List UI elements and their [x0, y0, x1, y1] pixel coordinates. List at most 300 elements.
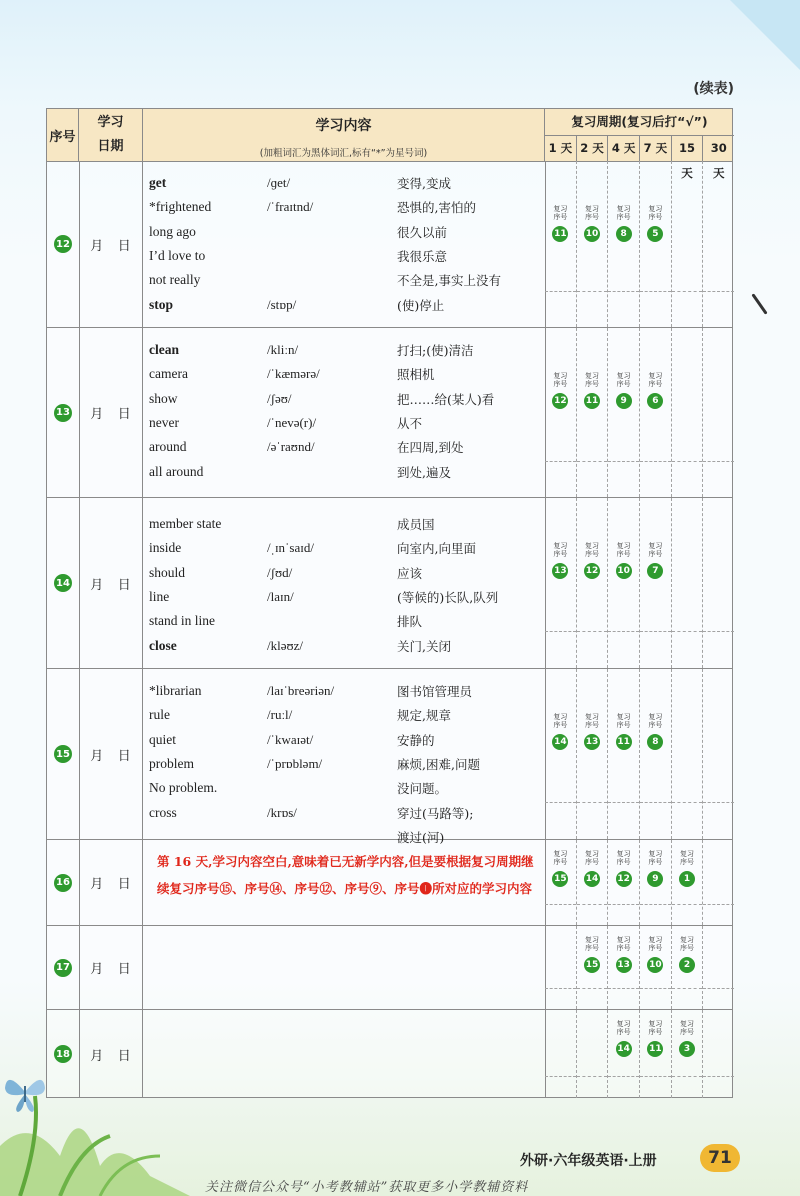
review-label-1: 复习	[616, 936, 631, 944]
slot-divider	[608, 904, 639, 905]
review-label-2: 序号	[553, 721, 568, 729]
seq-number-badge: 13	[54, 404, 72, 422]
review-slot[interactable]	[545, 926, 577, 1009]
review-seq-number: 6	[647, 393, 663, 409]
slot-divider	[703, 291, 734, 292]
review-slot[interactable]	[577, 926, 609, 1009]
day-label: 日	[117, 238, 131, 254]
slot-divider	[545, 1076, 576, 1077]
vocab-word: should	[149, 564, 186, 580]
review-seq-number: 2	[679, 957, 695, 973]
review-label-2: 序号	[616, 380, 631, 388]
vocab-item	[149, 679, 541, 703]
vocab-phonetic: /ʃʊd/	[267, 564, 293, 580]
vocab-phonetic: /ˈfraɪtnd/	[267, 199, 314, 215]
slot-divider	[703, 461, 734, 462]
row-review	[545, 498, 734, 668]
row-seq	[47, 669, 80, 839]
seq-number-badge: 14	[54, 574, 72, 592]
header-review	[545, 109, 734, 180]
vocab-item	[149, 411, 541, 435]
review-slot[interactable]	[672, 1010, 704, 1098]
table-row	[47, 926, 732, 1010]
table-row	[47, 669, 732, 845]
review-seq-number: 9	[647, 871, 663, 887]
review-slot[interactable]	[703, 669, 734, 839]
vocab-meaning: 应该	[397, 565, 423, 581]
row-content	[143, 926, 546, 1009]
vocab-meaning: 从不	[397, 416, 423, 432]
review-slot[interactable]	[703, 840, 734, 925]
vocab-meaning: 向室内,向里面	[397, 541, 476, 557]
review-slot[interactable]	[608, 840, 640, 925]
vocab-meaning: (使)停止	[397, 297, 445, 313]
review-slot[interactable]	[577, 669, 609, 839]
review-slot[interactable]	[640, 926, 672, 1009]
slot-divider	[577, 461, 608, 462]
slot-divider	[608, 631, 639, 632]
review-slot[interactable]	[640, 498, 672, 668]
vocab-item	[149, 268, 541, 292]
review-label-2: 序号	[648, 858, 663, 866]
month-label: 月	[90, 877, 104, 892]
review-label-2: 序号	[680, 944, 695, 952]
header-review-title: 复习周期(复习后打“√”)	[545, 109, 734, 136]
vocab-phonetic: /ˈnevə(r)/	[267, 415, 317, 431]
vocab-word: stop	[149, 296, 174, 312]
review-seq-number: 1	[679, 871, 695, 887]
review-slots	[545, 1010, 734, 1098]
vocab-item	[149, 536, 541, 560]
review-label-1: 复习	[616, 372, 631, 380]
vocab-meaning: 麻烦,困难,问题	[397, 757, 480, 773]
review-label-1: 复习	[680, 850, 695, 858]
vocab-item	[149, 633, 541, 657]
review-label-1: 复习	[585, 542, 599, 550]
row-review	[545, 840, 734, 925]
review-slot[interactable]	[703, 161, 734, 327]
vocab-list	[149, 512, 541, 658]
review-label-2: 序号	[616, 721, 631, 729]
vocab-word: No problem.	[149, 780, 218, 796]
review-slot[interactable]	[577, 840, 609, 925]
review-slot[interactable]	[608, 161, 640, 327]
review-slot[interactable]	[608, 1010, 640, 1098]
review-slot[interactable]	[672, 498, 704, 668]
vocab-word: stand in line	[149, 613, 215, 629]
review-slot[interactable]	[545, 1010, 577, 1098]
vocab-meaning: 规定,规章	[397, 708, 451, 724]
review-label-2: 序号	[648, 380, 663, 388]
review-slot[interactable]	[640, 328, 672, 497]
review-label-2: 序号	[648, 213, 663, 221]
vocab-item	[149, 703, 541, 727]
review-label-2: 序号	[648, 1028, 663, 1036]
review-label-2: 序号	[616, 550, 631, 558]
vocab-word: camera	[149, 366, 188, 382]
review-slot[interactable]	[608, 328, 640, 497]
vocab-list	[149, 679, 541, 849]
row-review	[545, 328, 734, 497]
review-slot[interactable]	[545, 840, 577, 925]
review-slots	[545, 926, 734, 1009]
day-label: 日	[117, 1048, 131, 1064]
review-label-1: 复习	[553, 205, 568, 213]
day-label: 日	[117, 962, 131, 977]
month-label: 月	[90, 577, 104, 593]
day-15: 15 天	[672, 136, 704, 161]
review-seq-badge	[584, 372, 600, 409]
review-slot[interactable]	[545, 669, 577, 839]
review-seq-badge	[647, 1020, 663, 1057]
review-seq-number: 15	[552, 871, 568, 887]
vocab-word: rule	[149, 707, 170, 723]
slot-divider	[640, 631, 671, 632]
review-label-2: 序号	[585, 380, 599, 388]
slot-divider	[640, 988, 671, 989]
review-seq-badge	[616, 542, 632, 579]
slot-divider	[545, 461, 576, 462]
vocab-list	[149, 171, 541, 317]
slot-divider	[608, 1076, 639, 1077]
slot-divider	[672, 631, 703, 632]
review-seq-number: 10	[584, 226, 600, 242]
row-date[interactable]	[79, 498, 143, 668]
vocab-item	[149, 561, 541, 585]
review-slot[interactable]	[545, 161, 577, 327]
review-label-1: 复习	[680, 936, 695, 944]
vocab-item	[149, 220, 541, 244]
vocab-phonetic: /ʃəʊ/	[267, 390, 292, 406]
slot-divider	[672, 291, 703, 292]
review-seq-number: 14	[584, 871, 600, 887]
slot-divider	[577, 631, 608, 632]
review-label-1: 复习	[648, 713, 663, 721]
table-header	[47, 109, 732, 180]
vocab-item	[149, 435, 541, 459]
review-note: 第 16 天,学习内容空白,意味着已无新学内容,但是要根据复习周期继续复习序号⑮、序号⑭、序号⑫、序号⑨、序号❶所对应的学习内容	[157, 854, 534, 896]
vocab-word: *frightened	[149, 199, 212, 215]
table-row	[47, 840, 732, 926]
vocab-phonetic: /kliːn/	[267, 342, 299, 358]
vocab-list	[149, 338, 541, 484]
review-slot[interactable]	[608, 498, 640, 668]
vocab-phonetic: /ɡet/	[267, 175, 291, 191]
review-label-1: 复习	[648, 936, 663, 944]
study-table	[46, 108, 733, 1098]
review-label-1: 复习	[648, 850, 663, 858]
day-1: 1 天	[545, 136, 577, 161]
vocab-phonetic: /ruːl/	[267, 707, 293, 723]
review-label-2: 序号	[585, 944, 599, 952]
review-slot[interactable]	[577, 161, 609, 327]
vocab-item	[149, 800, 541, 824]
review-label-1: 复习	[553, 713, 568, 721]
review-slot[interactable]	[608, 926, 640, 1009]
review-seq-badge	[616, 936, 632, 973]
review-seq-badge	[552, 850, 568, 887]
review-slot[interactable]	[703, 328, 734, 497]
review-seq-number: 10	[647, 957, 663, 973]
day-7: 7 天	[640, 136, 672, 161]
vocab-word: problem	[149, 756, 194, 772]
review-label-2: 序号	[553, 550, 568, 558]
review-slots	[545, 498, 734, 668]
row-date[interactable]	[79, 840, 143, 925]
review-seq-badge	[584, 713, 600, 750]
review-label-1: 复习	[585, 850, 599, 858]
vocab-word: I’d love to	[149, 248, 206, 264]
slot-divider	[577, 1076, 608, 1077]
review-label-1: 复习	[648, 372, 663, 380]
slot-divider	[545, 904, 576, 905]
vocab-item	[149, 171, 541, 195]
vocab-item	[149, 609, 541, 633]
review-slot[interactable]	[703, 498, 734, 668]
header-content-title: 学习内容	[315, 118, 372, 134]
page-corner	[730, 0, 800, 70]
vocab-word: show	[149, 390, 178, 406]
row-date[interactable]	[79, 161, 143, 327]
day-30: 30 天	[710, 141, 727, 180]
row-date[interactable]	[79, 328, 143, 497]
seq-number-badge: 18	[54, 1045, 72, 1063]
review-seq-badge	[647, 936, 663, 973]
review-slot[interactable]	[545, 498, 577, 668]
review-slot[interactable]	[545, 328, 577, 497]
review-seq-badge	[679, 1020, 695, 1057]
vocab-meaning: 排队	[397, 614, 423, 630]
review-label-1: 复习	[585, 372, 599, 380]
review-seq-number: 13	[616, 957, 632, 973]
vocab-meaning: 成员国	[397, 517, 435, 533]
review-seq-badge	[647, 372, 663, 409]
review-label-2: 序号	[553, 858, 568, 866]
row-seq	[47, 840, 80, 925]
review-label-1: 复习	[616, 850, 631, 858]
row-content	[143, 161, 546, 327]
review-slot[interactable]	[672, 926, 704, 1009]
review-slot[interactable]	[577, 328, 609, 497]
slot-divider	[703, 904, 734, 905]
slot-divider	[703, 802, 734, 803]
vocab-word: inside	[149, 540, 182, 556]
vocab-meaning: 把……给(某人)看	[397, 391, 495, 407]
vocab-item	[149, 362, 541, 386]
vocab-word: long ago	[149, 223, 196, 239]
review-slot[interactable]	[703, 926, 734, 1009]
review-seq-badge	[584, 936, 600, 973]
review-label-2: 序号	[616, 213, 631, 221]
review-slot[interactable]	[577, 1010, 609, 1098]
review-seq-badge	[584, 850, 600, 887]
header-seq: 序号	[47, 109, 79, 161]
vocab-word: quiet	[149, 731, 176, 747]
row-date[interactable]	[79, 669, 143, 839]
vocab-meaning: 变得,变成	[397, 176, 451, 192]
month-label: 月	[90, 238, 104, 254]
review-seq-badge	[616, 850, 632, 887]
review-seq-badge	[647, 713, 663, 750]
slot-divider	[608, 461, 639, 462]
slot-divider	[672, 904, 703, 905]
vocab-meaning: 渡过(河)	[397, 829, 445, 845]
slot-divider	[545, 802, 576, 803]
review-seq-badge	[584, 542, 600, 579]
row-review	[545, 669, 734, 839]
header-content-note: (加粗词汇为黑体词汇,标有“*”为星号词)	[259, 148, 428, 159]
review-label-1: 复习	[585, 936, 599, 944]
review-seq-number: 8	[647, 734, 663, 750]
vocab-meaning: 没问题。	[397, 781, 448, 797]
vocab-item	[149, 292, 541, 316]
day-label: 日	[117, 748, 131, 764]
review-label-1: 复习	[680, 1020, 695, 1028]
row-review	[545, 1010, 734, 1098]
slot-divider	[608, 291, 639, 292]
vocab-item	[149, 512, 541, 536]
vocab-meaning: 很久以前	[397, 224, 448, 240]
seq-number-badge: 12	[54, 235, 72, 253]
review-seq-badge	[679, 850, 695, 887]
vocab-word: get	[149, 175, 167, 191]
table-row	[47, 498, 732, 669]
review-seq-number: 5	[647, 226, 663, 242]
row-review	[545, 926, 734, 1009]
seq-number-badge: 17	[54, 959, 72, 977]
review-label-2: 序号	[585, 550, 599, 558]
review-label-1: 复习	[585, 205, 599, 213]
vocab-meaning: 穿过(马路等);	[397, 805, 474, 821]
review-seq-number: 10	[616, 563, 632, 579]
row-seq	[47, 328, 80, 497]
vocab-word: *librarian	[149, 683, 202, 699]
review-label-1: 复习	[616, 205, 631, 213]
review-seq-badge	[552, 205, 568, 242]
review-label-2: 序号	[585, 858, 599, 866]
row-review	[545, 161, 734, 327]
review-slot[interactable]	[640, 1010, 672, 1098]
vocab-phonetic: /krɒs/	[267, 804, 297, 820]
vocab-item	[149, 459, 541, 483]
review-slot[interactable]	[608, 669, 640, 839]
review-slot[interactable]	[640, 161, 672, 327]
review-seq-badge	[552, 542, 568, 579]
vocab-meaning: 恐惧的,害怕的	[397, 200, 476, 216]
review-seq-number: 15	[584, 957, 600, 973]
review-label-2: 序号	[585, 721, 599, 729]
table-row	[47, 328, 732, 498]
vocab-item	[149, 585, 541, 609]
vocab-phonetic: /stɒp/	[267, 296, 297, 312]
review-seq-number: 12	[616, 871, 632, 887]
review-slots	[545, 669, 734, 839]
header-date	[79, 109, 143, 161]
review-slot[interactable]	[672, 161, 704, 327]
vocab-phonetic: /ˈkæmərə/	[267, 366, 320, 382]
review-seq-number: 12	[584, 563, 600, 579]
slot-divider	[703, 631, 734, 632]
watermark-text: 关注微信公众号“小考教辅站”获取更多小学教辅资料	[205, 1180, 529, 1195]
review-slot[interactable]	[672, 328, 704, 497]
review-label-2: 序号	[648, 721, 663, 729]
review-seq-number: 8	[616, 226, 632, 242]
slot-divider	[703, 988, 734, 989]
vocab-item	[149, 387, 541, 411]
seq-number-badge: 16	[54, 874, 72, 892]
vocab-meaning: 我很乐意	[397, 249, 448, 265]
slot-divider	[640, 461, 671, 462]
review-seq-number: 7	[647, 563, 663, 579]
review-seq-number: 11	[647, 1041, 663, 1057]
slot-divider	[545, 988, 576, 989]
review-label-1: 复习	[648, 542, 663, 550]
review-seq-number: 9	[616, 393, 632, 409]
review-slot[interactable]	[672, 669, 704, 839]
vocab-word: not really	[149, 272, 201, 288]
book-title: 外研·六年级英语·上册	[520, 1153, 657, 1169]
vocab-meaning: (等候的)长队,队列	[397, 590, 499, 606]
vocab-item	[149, 776, 541, 800]
review-seq-badge	[679, 936, 695, 973]
review-slots	[545, 840, 734, 925]
slot-divider	[672, 988, 703, 989]
review-seq-number: 3	[679, 1041, 695, 1057]
slot-divider	[672, 802, 703, 803]
review-slot[interactable]	[640, 840, 672, 925]
vocab-item	[149, 244, 541, 268]
vocab-phonetic: /ˌɪnˈsaɪd/	[267, 540, 314, 556]
review-slot[interactable]	[577, 498, 609, 668]
vocab-item	[149, 338, 541, 362]
butterfly-icon	[2, 1070, 48, 1114]
slot-divider	[545, 631, 576, 632]
slot-divider	[577, 988, 608, 989]
review-seq-badge	[616, 713, 632, 750]
vocab-meaning: 到处,遍及	[397, 464, 451, 480]
review-label-2: 序号	[648, 550, 663, 558]
vocab-meaning: 在四周,到处	[397, 440, 464, 456]
vocab-meaning: 图书馆管理员	[397, 684, 473, 700]
vocab-item	[149, 728, 541, 752]
month-label: 月	[90, 407, 104, 422]
slot-divider	[545, 291, 576, 292]
vocab-phonetic: /əˈraʊnd/	[267, 439, 315, 455]
review-label-1: 复习	[553, 850, 568, 858]
review-label-1: 复习	[616, 542, 631, 550]
row-content	[143, 1010, 546, 1098]
review-label-1: 复习	[648, 205, 663, 213]
review-slot[interactable]	[703, 1010, 734, 1098]
row-seq	[47, 926, 80, 1009]
header-date-line1: 学习	[97, 115, 124, 130]
vocab-meaning: 不全是,事实上没有	[397, 273, 501, 289]
review-label-1: 复习	[585, 713, 599, 721]
slot-divider	[640, 802, 671, 803]
review-seq-badge	[552, 372, 568, 409]
vocab-meaning: 照相机	[397, 367, 435, 383]
month-label: 月	[90, 1048, 104, 1064]
row-date[interactable]	[79, 926, 143, 1009]
review-label-1: 复习	[648, 1020, 663, 1028]
vocab-word: around	[149, 439, 187, 455]
review-slot[interactable]	[640, 669, 672, 839]
review-label-2: 序号	[616, 944, 631, 952]
review-label-2: 序号	[616, 858, 631, 866]
row-content	[143, 669, 546, 845]
review-seq-number: 11	[552, 226, 568, 242]
review-slot[interactable]	[672, 840, 704, 925]
